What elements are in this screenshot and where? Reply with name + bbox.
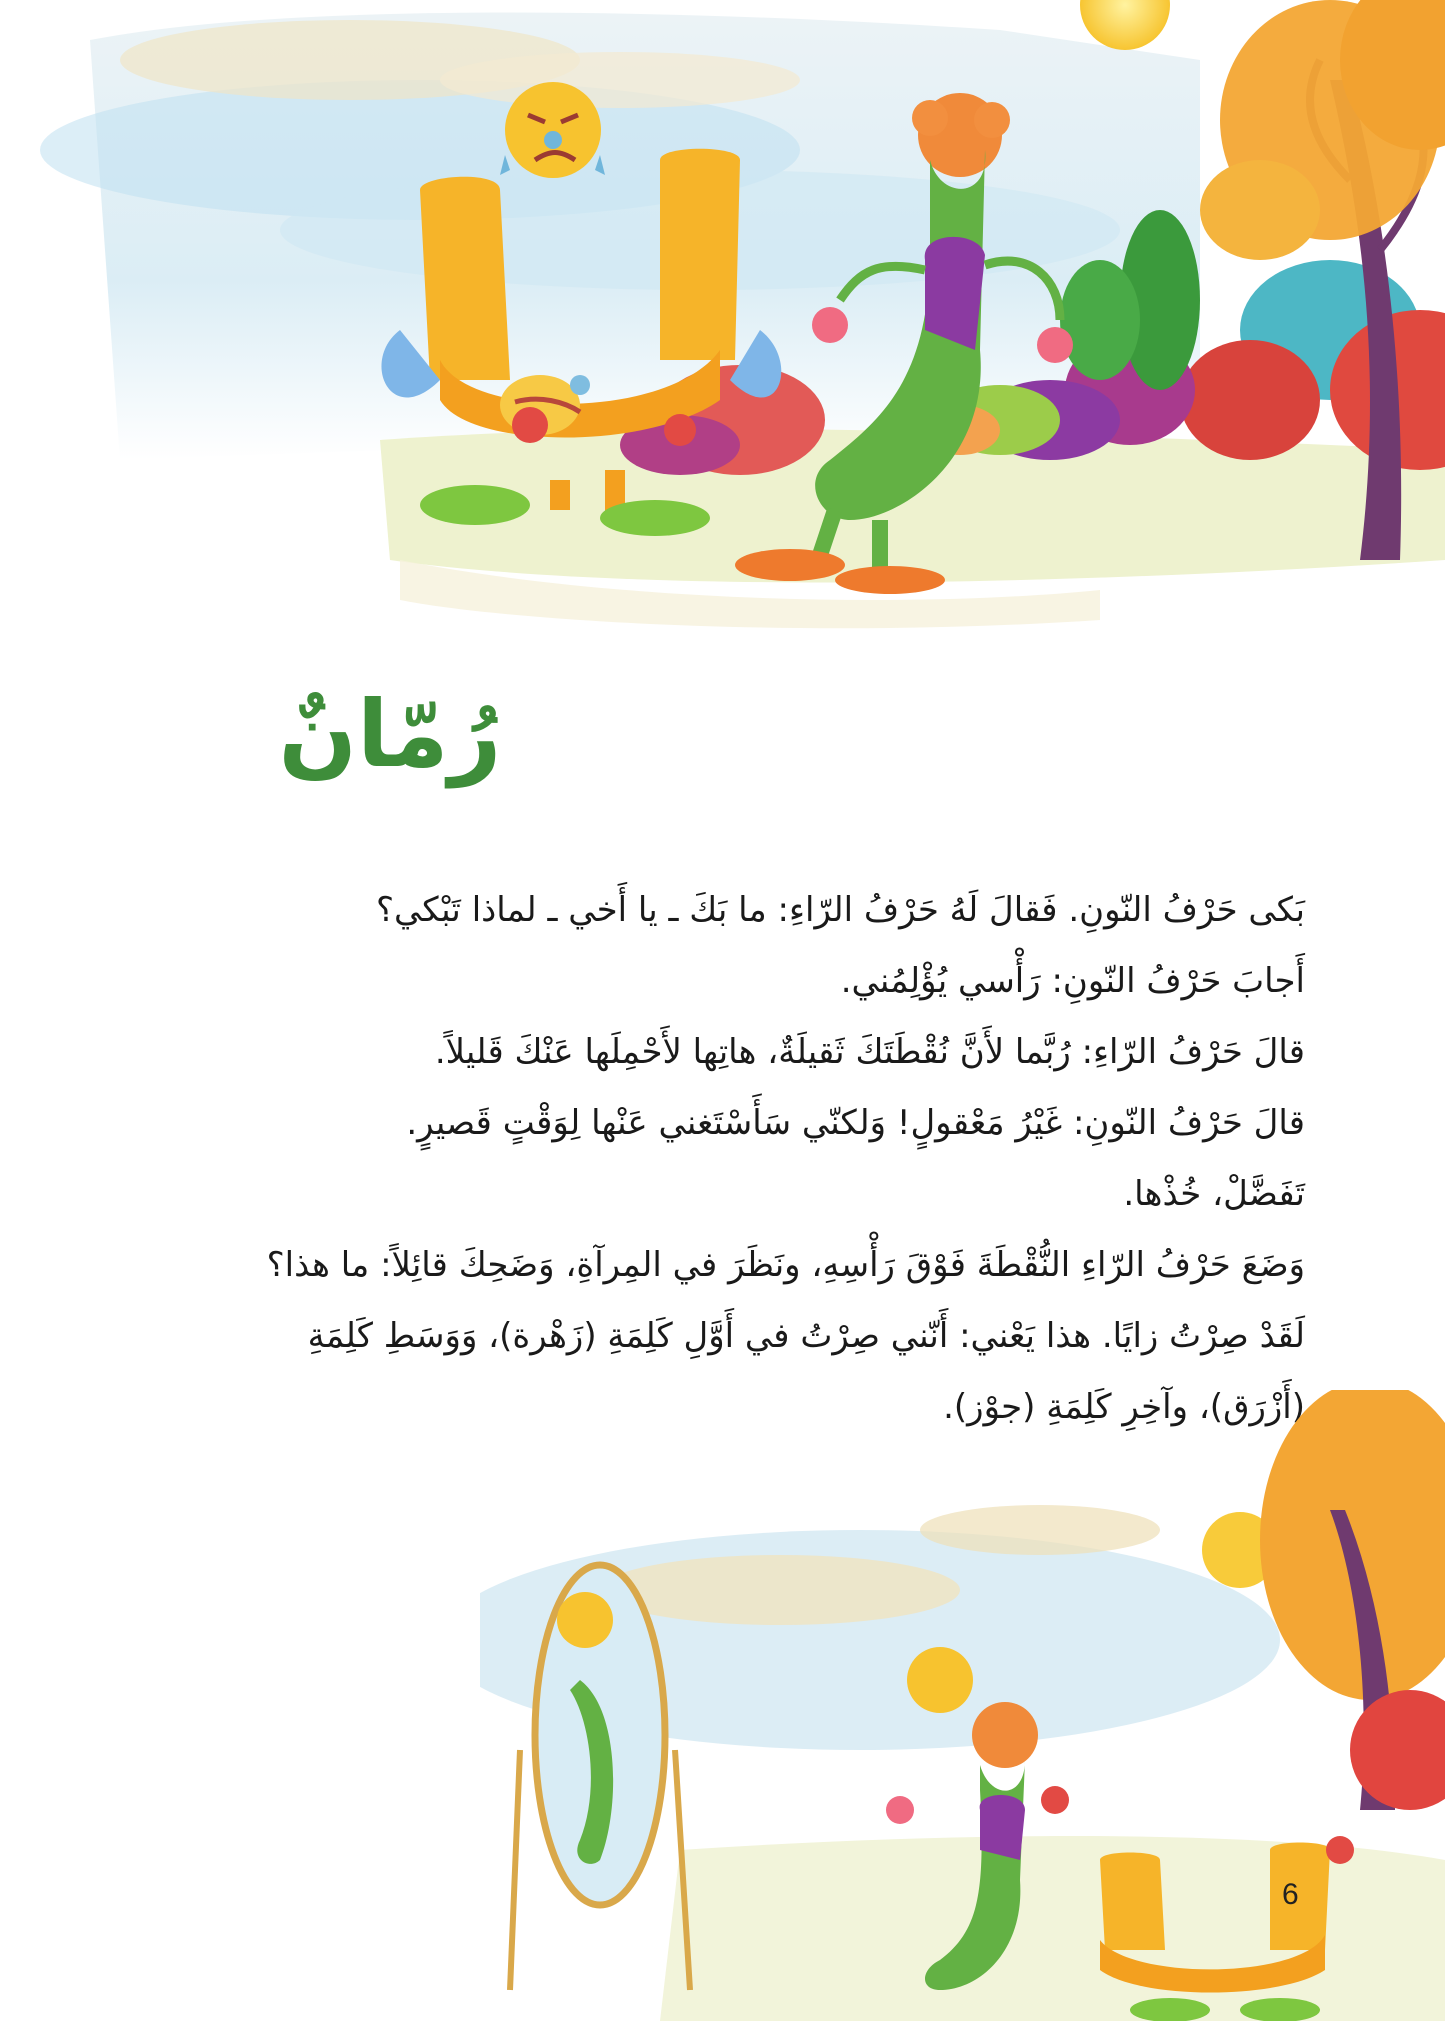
bottom-illustration-art	[480, 1390, 1445, 2021]
top-illustration	[0, 0, 1445, 640]
bottom-illustration	[480, 1390, 1445, 2021]
story-line: قالَ حَرْفُ الرّاءِ: رُبَّما لأَنَّ نُقْطَتَكَ ثَقيلَةٌ، هاتِها لأَحْمِلَها عَنْكَ قَليلاً.	[434, 1032, 1305, 1072]
cloud-shape	[600, 1555, 960, 1625]
top-illustration-art	[0, 0, 1445, 640]
story-line: وَضَعَ حَرْفُ الرّاءِ النُّقْطَةَ فَوْقَ رَأْسِهِ، ونَظَرَ في المِرآةِ، وَضَحِكَ قائِلاً: ما هذا؟	[266, 1245, 1305, 1285]
page-title: رُمّانٌ	[278, 681, 502, 788]
story-line: تَفَضَّلْ، خُذْها.	[1123, 1174, 1305, 1214]
page-number: 6	[1282, 1878, 1299, 1911]
sun-icon	[1080, 0, 1170, 50]
story-line: أَجابَ حَرْفُ النّونِ: رَأْسي يُؤْلِمُني.	[840, 961, 1305, 1001]
dot-face	[907, 1647, 973, 1713]
story-line: بَكى حَرْفُ النّونِ. فَقالَ لَهُ حَرْفُ الرّاءِ: ما بَكَ ـ يا أَخي ـ لماذا تَبْكي؟	[376, 890, 1305, 930]
story-line: (أَزْرَق)، وآخِرِ كَلِمَةِ (جوْز).	[943, 1387, 1305, 1427]
story-line: قالَ حَرْفُ النّونِ: غَيْرُ مَعْقولٍ! وَلكنّي سَأَسْتَغني عَنْها لِوَقْتٍ قَصيرٍ.	[406, 1103, 1305, 1143]
story-line: لَقَدْ صِرْتُ زايًا. هذا يَعْني: أَنّني صِرْتُ في أَوَّلِ كَلِمَةِ (زَهْرة)، وَوَسَطِ كَلِمَةِ	[307, 1316, 1305, 1356]
story-text	[105, 875, 1305, 1443]
